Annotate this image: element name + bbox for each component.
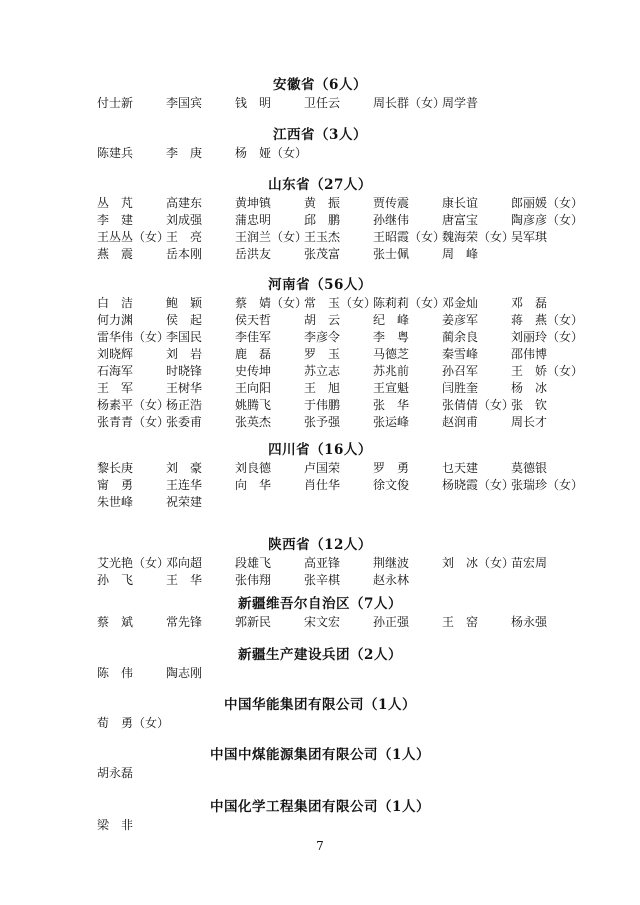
person-name: 王 窑 xyxy=(442,615,479,629)
person-name: 王 华 xyxy=(166,573,203,587)
person-name: 张倩倩（女） xyxy=(442,398,515,412)
section xyxy=(0,645,640,682)
person-name: 徐文俊 xyxy=(373,478,410,492)
person-name: 杨正浩 xyxy=(166,398,203,412)
person-name: 邓向超 xyxy=(166,556,203,570)
person-name: 常 玉（女） xyxy=(304,296,377,310)
person-name: 鹿 磊 xyxy=(235,347,272,361)
person-name: 周长才 xyxy=(511,415,548,429)
section-title: 山东省（27人） xyxy=(268,177,372,193)
person-name: 刘丽玲（女） xyxy=(511,330,584,344)
person-name: 孙正强 xyxy=(373,615,410,629)
name-list xyxy=(97,555,597,589)
person-name: 钱 明 xyxy=(235,96,272,110)
person-name: 王昭霞（女） xyxy=(373,230,446,244)
person-name: 肖仕华 xyxy=(304,478,341,492)
person-name: 郭新民 xyxy=(235,615,272,629)
section-title: 中国化学工程集团有限公司（1人） xyxy=(210,799,430,815)
section xyxy=(0,275,640,431)
person-name: 李国宾 xyxy=(166,96,203,110)
person-name: 蔡 斌 xyxy=(97,615,134,629)
person-name: 高建东 xyxy=(166,196,203,210)
person-name: 李 建 xyxy=(97,213,134,227)
person-name: 荆继波 xyxy=(373,556,410,570)
name-row xyxy=(97,817,597,834)
person-name: 乜天建 xyxy=(442,461,479,475)
person-name: 刘 岩 xyxy=(166,347,203,361)
person-name: 陶志刚 xyxy=(166,666,203,680)
person-name: 王 军 xyxy=(97,381,134,395)
name-list xyxy=(97,295,597,431)
person-name: 王向阳 xyxy=(235,381,272,395)
name-list xyxy=(97,765,597,782)
name-row xyxy=(97,195,597,212)
person-name: 王润兰（女） xyxy=(235,230,308,244)
person-name: 李国民 xyxy=(166,330,203,344)
section-title: 陕西省（12人） xyxy=(268,537,372,553)
section-title: 新疆生产建设兵团（2人） xyxy=(238,647,402,663)
person-name: 李 庚 xyxy=(166,146,203,160)
name-row xyxy=(97,212,597,229)
person-name: 贾传震 xyxy=(373,196,410,210)
person-name: 赵润甫 xyxy=(442,415,479,429)
person-name: 王丛丛（女） xyxy=(97,230,170,244)
person-name: 张 钦 xyxy=(511,398,548,412)
person-name: 张茂富 xyxy=(304,247,341,261)
section-title: 中国中煤能源集团有限公司（1人） xyxy=(210,747,430,763)
section xyxy=(0,535,640,589)
name-row xyxy=(97,715,597,732)
person-name: 杨晓霞（女） xyxy=(442,478,515,492)
person-name: 邵伟博 xyxy=(511,347,548,361)
name-row xyxy=(97,145,597,162)
person-name: 付士新 xyxy=(97,96,134,110)
name-row xyxy=(97,494,597,511)
person-name: 时晓锋 xyxy=(166,364,203,378)
person-name: 祝荣建 xyxy=(166,495,203,509)
person-name: 王宣魁 xyxy=(373,381,410,395)
person-name: 邓金灿 xyxy=(442,296,479,310)
name-row xyxy=(97,414,597,431)
person-name: 莫德银 xyxy=(511,461,548,475)
person-name: 张青青（女） xyxy=(97,415,170,429)
person-name: 杨素平（女） xyxy=(97,398,170,412)
person-name: 李彦令 xyxy=(304,330,341,344)
section xyxy=(0,175,640,263)
person-name: 黄坤镇 xyxy=(235,196,272,210)
name-row xyxy=(97,765,597,782)
person-name: 张英杰 xyxy=(235,415,272,429)
section xyxy=(0,695,640,732)
person-name: 周长群（女） xyxy=(373,96,446,110)
name-row xyxy=(97,555,597,572)
name-row xyxy=(97,295,597,312)
name-row xyxy=(97,477,597,494)
person-name: 闫胜奎 xyxy=(442,381,479,395)
person-name: 卫任云 xyxy=(304,96,341,110)
name-list xyxy=(97,95,597,112)
name-row xyxy=(97,246,597,263)
person-name: 唐富宝 xyxy=(442,213,479,227)
name-row xyxy=(97,95,597,112)
name-row xyxy=(97,380,597,397)
person-name: 周学普 xyxy=(442,96,479,110)
person-name: 蔡 婧（女） xyxy=(235,296,308,310)
section-title: 新疆维吾尔自治区（7人） xyxy=(238,596,402,612)
person-name: 秦雪峰 xyxy=(442,347,479,361)
person-name: 张士佩 xyxy=(373,247,410,261)
section xyxy=(0,594,640,631)
person-name: 朱世峰 xyxy=(97,495,134,509)
name-list xyxy=(97,817,597,834)
person-name: 刘成强 xyxy=(166,213,203,227)
person-name: 刘 豪 xyxy=(166,461,203,475)
person-name: 陈 伟 xyxy=(97,666,134,680)
person-name: 张辛棋 xyxy=(304,573,341,587)
person-name: 何力渊 xyxy=(97,313,134,327)
person-name: 刘晓辉 xyxy=(97,347,134,361)
person-name: 王连华 xyxy=(166,478,203,492)
section-title: 中国华能集团有限公司（1人） xyxy=(224,697,416,713)
person-name: 李佳军 xyxy=(235,330,272,344)
person-name: 邓 磊 xyxy=(511,296,548,310)
section xyxy=(0,75,640,112)
person-name: 卢国荣 xyxy=(304,461,341,475)
person-name: 孙 飞 xyxy=(97,573,134,587)
person-name: 丛 芃 xyxy=(97,196,134,210)
person-name: 孙召军 xyxy=(442,364,479,378)
person-name: 赵永林 xyxy=(373,573,410,587)
person-name: 郎丽媛（女） xyxy=(511,196,584,210)
person-name: 康长谊 xyxy=(442,196,479,210)
person-name: 张瑞珍（女） xyxy=(511,478,584,492)
person-name: 石海军 xyxy=(97,364,134,378)
person-name: 罗 玉 xyxy=(304,347,341,361)
person-name: 侯 起 xyxy=(166,313,203,327)
person-name: 胡永磊 xyxy=(97,766,134,780)
person-name: 鲍 颖 xyxy=(166,296,203,310)
name-row xyxy=(97,614,597,631)
name-list xyxy=(97,614,597,631)
person-name: 蒲忠明 xyxy=(235,213,272,227)
person-name: 白 洁 xyxy=(97,296,134,310)
section-title: 河南省（56人） xyxy=(268,277,372,293)
section xyxy=(0,797,640,834)
person-name: 梁 非 xyxy=(97,818,134,832)
person-name: 常先锋 xyxy=(166,615,203,629)
person-name: 刘 冰（女） xyxy=(442,556,515,570)
person-name: 张运峰 xyxy=(373,415,410,429)
person-name: 于伟鹏 xyxy=(304,398,341,412)
name-row xyxy=(97,363,597,380)
person-name: 燕 震 xyxy=(97,247,134,261)
person-name: 姜彦军 xyxy=(442,313,479,327)
person-name: 史传坤 xyxy=(235,364,272,378)
person-name: 王 亮 xyxy=(166,230,203,244)
person-name: 魏海荣（女） xyxy=(442,230,515,244)
person-name: 杨 冰 xyxy=(511,381,548,395)
person-name: 黄 振 xyxy=(304,196,341,210)
person-name: 罗 勇 xyxy=(373,461,410,475)
person-name: 苗宏周 xyxy=(511,556,548,570)
person-name: 苏立志 xyxy=(304,364,341,378)
person-name: 苏兆前 xyxy=(373,364,410,378)
person-name: 张予强 xyxy=(304,415,341,429)
person-name: 邱 鹏 xyxy=(304,213,341,227)
section-title: 江西省（3人） xyxy=(273,127,367,143)
person-name: 杨永强 xyxy=(511,615,548,629)
person-name: 雷华伟（女） xyxy=(97,330,170,344)
person-name: 周 峰 xyxy=(442,247,479,261)
name-list xyxy=(97,145,597,162)
person-name: 张伟翔 xyxy=(235,573,272,587)
person-name: 杨 娅（女） xyxy=(235,146,308,160)
person-name: 刘良德 xyxy=(235,461,272,475)
person-name: 陶彦彦（女） xyxy=(511,213,584,227)
person-name: 蒋 燕（女） xyxy=(511,313,584,327)
person-name: 向 华 xyxy=(235,478,272,492)
person-name: 蔺余良 xyxy=(442,330,479,344)
person-name: 张 华 xyxy=(373,398,410,412)
name-row xyxy=(97,312,597,329)
person-name: 段雄飞 xyxy=(235,556,272,570)
section xyxy=(0,440,640,511)
person-name: 甯 勇 xyxy=(97,478,134,492)
name-row xyxy=(97,572,597,589)
person-name: 黎长庚 xyxy=(97,461,134,475)
section-title: 安徽省（6人） xyxy=(273,77,367,93)
person-name: 岳本刚 xyxy=(166,247,203,261)
name-list xyxy=(97,715,597,732)
person-name: 陈建兵 xyxy=(97,146,134,160)
person-name: 王树华 xyxy=(166,381,203,395)
person-name: 胡 云 xyxy=(304,313,341,327)
section-title: 四川省（16人） xyxy=(268,442,372,458)
person-name: 高亚锋 xyxy=(304,556,341,570)
person-name: 陈莉莉（女） xyxy=(373,296,446,310)
person-name: 王 娇（女） xyxy=(511,364,584,378)
person-name: 姚腾飞 xyxy=(235,398,272,412)
name-row xyxy=(97,329,597,346)
name-row xyxy=(97,346,597,363)
person-name: 纪 峰 xyxy=(373,313,410,327)
person-name: 侯天哲 xyxy=(235,313,272,327)
person-name: 吴军琪 xyxy=(511,230,548,244)
person-name: 艾光艳（女） xyxy=(97,556,170,570)
person-name: 孙继伟 xyxy=(373,213,410,227)
name-row xyxy=(97,229,597,246)
person-name: 王玉杰 xyxy=(304,230,341,244)
person-name: 马德芝 xyxy=(373,347,410,361)
person-name: 王 旭 xyxy=(304,381,341,395)
section xyxy=(0,745,640,782)
name-list xyxy=(97,665,597,682)
name-row xyxy=(97,397,597,414)
person-name: 荀 勇（女） xyxy=(97,716,170,730)
person-name: 张委甫 xyxy=(166,415,203,429)
person-name: 岳洪友 xyxy=(235,247,272,261)
section xyxy=(0,125,640,162)
name-row xyxy=(97,460,597,477)
name-row xyxy=(97,665,597,682)
name-list xyxy=(97,195,597,263)
name-list xyxy=(97,460,597,511)
person-name: 李 粤 xyxy=(373,330,410,344)
person-name: 宋文宏 xyxy=(304,615,341,629)
page-number: 7 xyxy=(316,839,324,853)
